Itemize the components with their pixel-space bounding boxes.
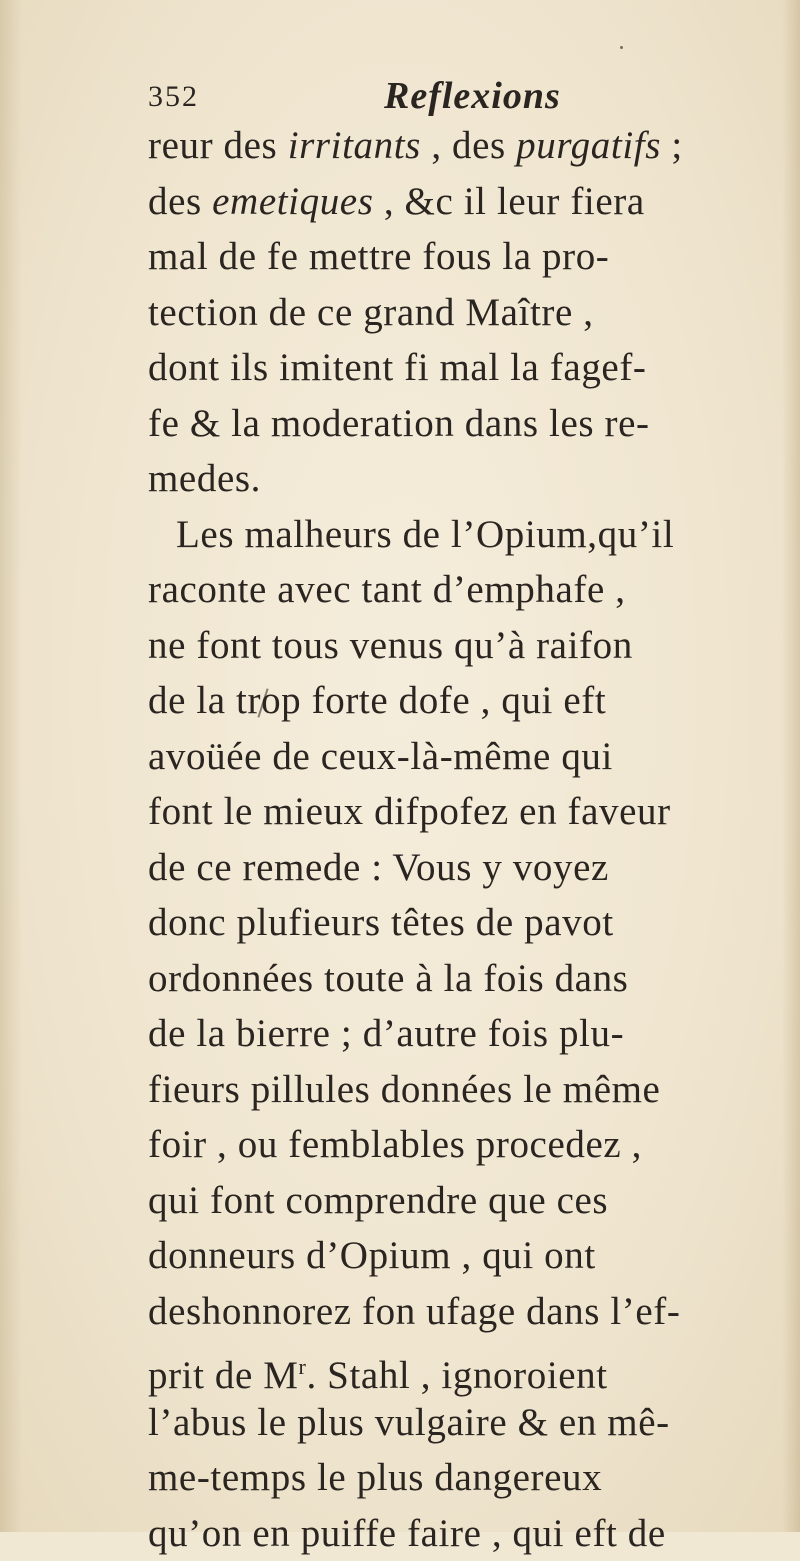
text-line: de la trop forte dofe , qui eft — [148, 673, 768, 729]
page-edge-right — [782, 0, 800, 1532]
text-line: deshonnorez fon ufage dans l’ef- — [148, 1284, 768, 1340]
text-line: dont ils imitent fi mal la fagef- — [148, 340, 768, 396]
text-line: foir , ou femblables procedez , — [148, 1117, 768, 1173]
text-line: fieurs pillules données le même — [148, 1062, 768, 1118]
text-line: de la bierre ; d’autre fois plu- — [148, 1006, 768, 1062]
text-line: reur des irritants , des purgatifs ; — [148, 118, 768, 174]
text-line: avoüée de ceux-là-même qui — [148, 729, 768, 785]
text-line: raconte avec tant d’emphafe , — [148, 562, 768, 618]
text-line: donneurs d’Opium , qui ont — [148, 1228, 768, 1284]
text-line: tection de ce grand Maître , — [148, 285, 768, 341]
text-line: mal de fe mettre fous la pro- — [148, 229, 768, 285]
text-line: font le mieux difpofez en faveur — [148, 784, 768, 840]
text-line: medes. — [148, 451, 768, 507]
text-line: donc plufieurs têtes de pavot — [148, 895, 768, 951]
text-line: des emetiques , &c il leur fiera — [148, 174, 768, 230]
text-line: fe & la moderation dans les re- — [148, 396, 768, 452]
text-line: de ce remede : Vous y voyez — [148, 840, 768, 896]
page-edge-left — [0, 0, 22, 1532]
paragraph-first-line: Les malheurs de l’Opium,qu’il — [148, 507, 768, 563]
text-line: l’abus le plus vulgaire & en mê- — [148, 1395, 768, 1451]
text-line: qui font comprendre que ces — [148, 1173, 768, 1229]
running-title: Reflexions — [384, 74, 561, 118]
text-line: qu’on en puiffe faire , qui eft de — [148, 1506, 768, 1561]
text-line: ordonnées toute à la fois dans — [148, 951, 768, 1007]
text-line: prit de $M^r$. Stahl , ignoroient — [148, 1339, 768, 1395]
text-line: me-temps le plus dangereux — [148, 1450, 768, 1506]
page-number: 352 — [148, 80, 199, 114]
paper-speck — [620, 46, 623, 49]
running-head — [148, 74, 768, 118]
body-text — [148, 118, 768, 1561]
text-line: ne font tous venus qu’à raifon — [148, 618, 768, 674]
